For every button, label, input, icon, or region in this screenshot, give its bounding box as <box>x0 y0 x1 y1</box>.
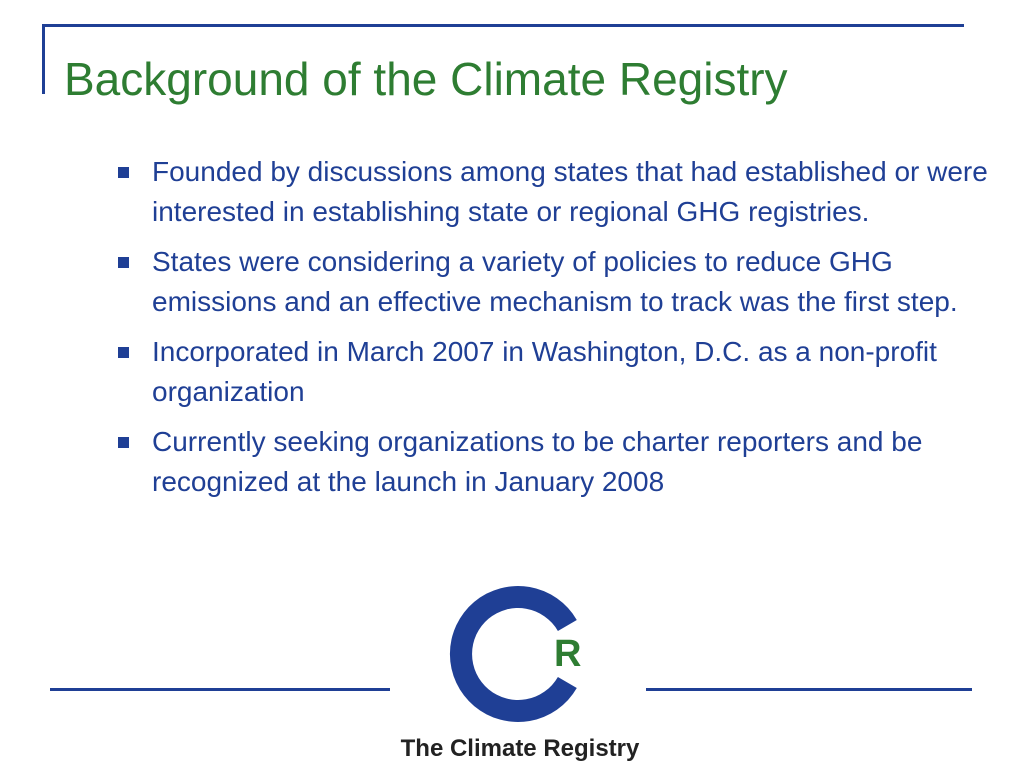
bullet-item <box>118 422 988 502</box>
bullet-item <box>118 242 988 322</box>
square-bullet-icon <box>118 167 129 178</box>
square-bullet-icon <box>118 257 129 268</box>
bullet-text: States were considering a variety of policies to reduce GHG emissions and an effective mechanism to track was the first step. <box>152 246 958 317</box>
bullet-text: Incorporated in March 2007 in Washington, D.C. as a non-profit organization <box>152 336 937 407</box>
frame-vertical-line <box>42 24 45 94</box>
bullet-list <box>118 152 988 512</box>
square-bullet-icon <box>118 437 129 448</box>
brand-name: The Climate Registry <box>400 735 640 762</box>
bullet-item <box>118 332 988 412</box>
footer-rule-left <box>50 688 390 691</box>
footer-rule-right <box>646 688 972 691</box>
climate-registry-logo-icon <box>448 584 588 724</box>
square-bullet-icon <box>118 347 129 358</box>
frame-horizontal-line <box>42 24 964 27</box>
bullet-text: Founded by discussions among states that had established or were interested in establishing state or regional GHG registries. <box>152 156 988 227</box>
logo-letter: R <box>554 633 582 675</box>
bullet-text: Currently seeking organizations to be charter reporters and be recognized at the launch in January 2008 <box>152 426 923 497</box>
bullet-item <box>118 152 988 232</box>
slide-title: Background of the Climate Registry <box>64 53 788 105</box>
